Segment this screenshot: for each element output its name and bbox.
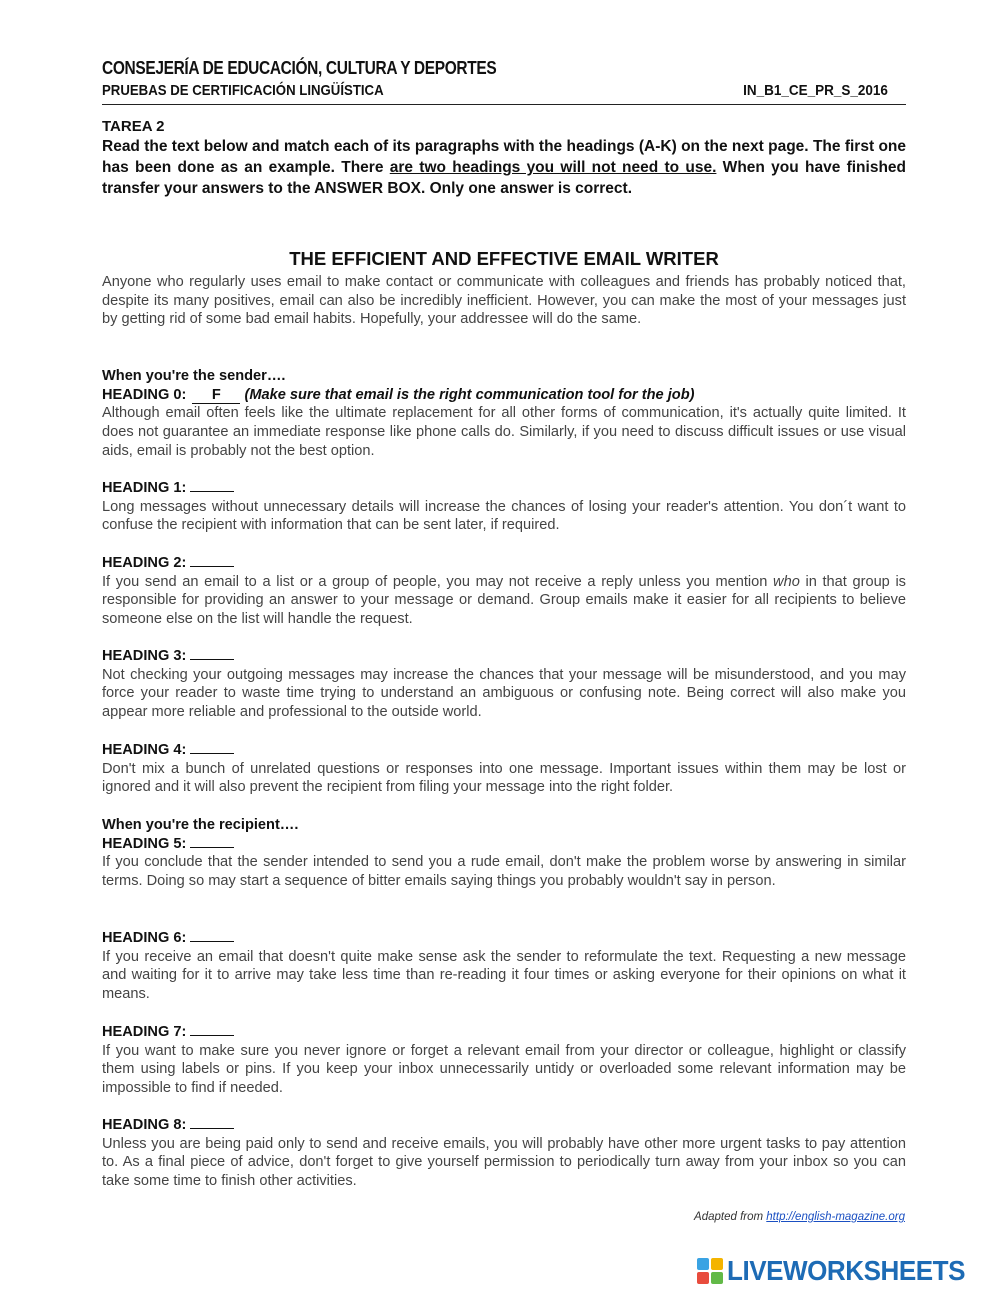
heading-8-block <box>102 1116 906 1191</box>
heading-1-label: HEADING 1: <box>102 480 187 496</box>
heading-7 <box>102 1023 906 1042</box>
heading-7-block <box>102 1023 906 1098</box>
heading-0-answer: F <box>192 388 240 404</box>
header-divider <box>102 104 906 105</box>
heading-4-text: Don't mix a bunch of unrelated questions or responses into one message. Important issues within them may be lost or ignored and it will also prevent the recipient from filing your message into the right folder. <box>102 760 906 796</box>
heading-7-answer-input[interactable] <box>190 1035 234 1036</box>
brand-logo[interactable] <box>697 1254 983 1288</box>
credit-link[interactable]: http://english-magazine.org <box>766 1211 905 1223</box>
article-intro: Anyone who regularly uses email to make contact or communicate with colleagues and friends has probably noticed that, despite its many positives, email can also be incredibly inefficient. However, you can make the most of your messages just by getting rid of some bad email habits. Hopefully, your addressee will do the same. <box>102 274 906 328</box>
heading-0-label: HEADING 0: <box>102 386 187 403</box>
logo-square-1 <box>697 1258 709 1270</box>
heading-1-text: Long messages without unnecessary details will increase the chances of losing your reader's attention. You don´t want to confuse the recipient with information that can be sent later, if required. <box>102 498 906 534</box>
heading-2-text <box>102 573 906 629</box>
heading-2-label: HEADING 2: <box>102 555 187 571</box>
heading-1-block <box>102 479 906 535</box>
task-label: TAREA 2 <box>102 118 165 135</box>
heading-7-text: If you want to make sure you never ignore or forget a relevant email from your director or colleague, highlight or classify them using labels or pins. If you keep your inbox unnecessarily untidy or overloaded some relevant information may be impossible to find if needed. <box>102 1042 906 1097</box>
heading-6 <box>102 929 906 948</box>
heading-8 <box>102 1116 906 1135</box>
brand-name: LIVEWORKSHEETS <box>727 1255 966 1286</box>
heading-3 <box>102 647 906 666</box>
credit-prefix: Adapted from <box>694 1211 767 1223</box>
heading-4 <box>102 741 906 760</box>
heading-1-answer-input[interactable] <box>190 491 234 492</box>
recipient-label: When you're the recipient…. <box>102 817 299 833</box>
heading-0 <box>102 386 906 405</box>
institution-title: CONSEJERÍA DE EDUCACIÓN, CULTURA Y DEPORTES <box>102 58 497 78</box>
recipient-section <box>102 816 906 891</box>
task-instructions <box>102 136 906 199</box>
task-block <box>102 118 906 199</box>
heading-6-block <box>102 929 906 1004</box>
heading-0-text: Although email often feels like the ultimate replacement for all other forms of communication, it's actually quite limited. It does not guarantee an immediate response like phone calls do. Similarly, if you need to discuss difficult issues or use visual aids, email is probably not the best option. <box>102 405 906 459</box>
instructions-part1: Read the text below and match each of its paragraphs with the headings (A-K) on the next page. The first one has been done as an example. There <box>102 138 906 176</box>
liveworksheets-logo-icon <box>697 1258 723 1284</box>
heading-4-label: HEADING 4: <box>102 742 187 758</box>
heading-5-text: If you conclude that the sender intended to send you a rude email, don't make the problem worse by answering in similar terms. Doing so may start a sequence of bitter emails saying things you probably wouldn't say in person. <box>102 854 906 890</box>
heading-7-label: HEADING 7: <box>102 1024 187 1040</box>
instructions-underlined: are two headings you will not need to use. <box>389 159 717 176</box>
heading-2-text-after: in that group is responsible for providing an answer to your message or demand. Group emails make it easier for all recipients to believe someone else on the list will handle the request. <box>102 573 906 628</box>
article-title: THE EFFICIENT AND EFFECTIVE EMAIL WRITER <box>289 248 719 269</box>
exam-code: IN_B1_CE_PR_S_2016 <box>743 82 888 99</box>
logo-square-3 <box>697 1272 709 1284</box>
heading-1 <box>102 479 906 498</box>
exam-name: PRUEBAS DE CERTIFICACIÓN LINGÜÍSTICA <box>102 82 384 99</box>
heading-5 <box>102 835 906 854</box>
logo-square-2 <box>711 1258 723 1270</box>
heading-2 <box>102 554 906 573</box>
heading-5-label: HEADING 5: <box>102 835 187 852</box>
instructions-part2: When you have finished transfer your answers to the ANSWER BOX. Only one answer is correct. <box>102 159 907 197</box>
source-credit <box>694 1211 905 1223</box>
heading-3-text: Not checking your outgoing messages may increase the chances that your message will be misunderstood, and you may force your reader to waste time trying to understand an ambiguous or confusing note. Being correct will also make you appear more reliable and professional to the outside world. <box>102 666 906 721</box>
heading-2-text-before: If you send an email to a list or a group of people, you may not receive a reply unless you mention <box>102 573 774 590</box>
heading-3-block <box>102 647 906 722</box>
heading-3-answer-input[interactable] <box>190 659 234 660</box>
heading-8-label: HEADING 8: <box>102 1117 187 1133</box>
heading-6-label: HEADING 6: <box>102 930 187 946</box>
heading-2-block <box>102 554 906 629</box>
heading-2-text-emph: who <box>773 573 800 590</box>
heading-8-answer-input[interactable] <box>190 1128 234 1129</box>
heading-4-block <box>102 741 906 797</box>
heading-3-label: HEADING 3: <box>102 648 187 664</box>
heading-0-hint: (Make sure that email is the right communication tool for the job) <box>244 386 695 403</box>
heading-6-answer-input[interactable] <box>190 941 234 942</box>
heading-2-answer-input[interactable] <box>190 566 234 567</box>
heading-6-text: If you receive an email that doesn't quite make sense ask the sender to reformulate the text. Requesting a new message and waiting for it to arrive may take less time than re-reading it four times or asking everyone for their opinions on what it means. <box>102 948 906 1003</box>
sender-label: When you're the sender…. <box>102 368 286 384</box>
heading-4-answer-input[interactable] <box>190 753 234 754</box>
heading-5-answer-input[interactable] <box>190 847 234 848</box>
logo-square-4 <box>711 1272 723 1284</box>
heading-8-text: Unless you are being paid only to send and receive emails, you will probably have other more urgent tasks to pay attention to. As a final piece of advice, don't forget to give yourself permission to periodically turn away from your inbox so you can take some time to finish other activities. <box>102 1135 906 1190</box>
sender-section <box>102 367 906 461</box>
